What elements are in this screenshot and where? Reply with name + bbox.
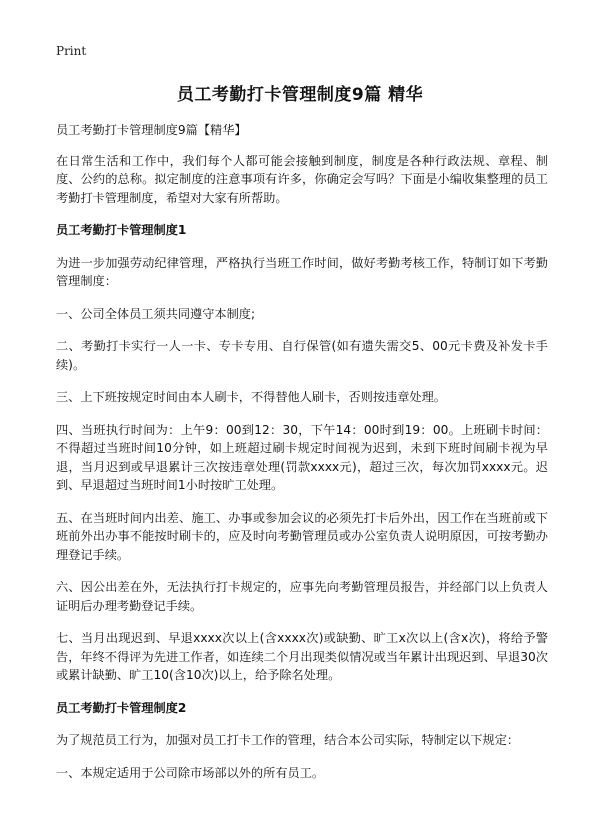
paragraph: 一、本规定适用于公司除市场部以外的所有员工。: [56, 765, 325, 780]
paragraph: 七、当月出现迟到、早退xxxx次以上(含xxxx次)或缺勤、旷工x次以上(含x次)，将给予警告，年终不得评为先进工作者，如连续二个月出现类似情况或当年累计出现迟到、早退30次或累计缺勤、旷工10(含10次)以上，给予除名处理。: [56, 631, 548, 682]
paragraph: 四、当班执行时间为：上午9：00到12：30，下午14：00时到19：00。上班刷卡时间：不得超过当班时间10分钟，如上班超过刷卡规定时间视为迟到，未到下班时间刷卡视为早退，当月迟到或早退累计三次按违章处理(罚款xxxx元)，超过三次，每次加罚xxxx元。迟到、早退超过当班时间1小时按旷工处理。: [56, 422, 548, 492]
document-body: [56, 121, 548, 796]
print-link[interactable]: Print: [56, 44, 87, 58]
section-heading-1: 员工考勤打卡管理制度1: [56, 223, 187, 237]
paragraph: 六、因公出差在外，无法执行打卡规定的，应事先向考勤管理员报告，并经部门以上负责人证明后办理考勤登记手续。: [56, 580, 548, 613]
paragraph: 一、公司全体员工须共同遵守本制度;: [56, 306, 256, 321]
intro-paragraph: 在日常生活和工作中，我们每个人都可能会接触到制度，制度是各种行政法规、章程、制度、公约的总称。拟定制度的注意事项有许多，你确定会写吗？下面是小编收集整理的员工考勤打卡管理制度，希望对大家有所帮助。: [56, 153, 548, 205]
document-title: 员工考勤打卡管理制度9篇 精华: [176, 85, 424, 105]
paragraph: 五、在当班时间内出差、施工、办事或参加会议的必须先打卡后外出，因工作在当班前或下班前外出办事不能按时刷卡的，应及时向考勤管理员或办公室负责人说明原因，可按考勤办理登记手续。: [56, 510, 548, 562]
paragraph: 为了规范员工行为，加强对员工打卡工作的管理，结合本公司实际，特制定以下规定：: [56, 733, 520, 747]
paragraph: 为进一步加强劳动纪律管理，严格执行当班工作时间，做好考勤考核工作，特制订如下考勤管理制度：: [56, 255, 548, 288]
section-heading-2: 员工考勤打卡管理制度2: [56, 700, 187, 715]
paragraph: 三、上下班按规定时间由本人刷卡，不得替他人刷卡，否则按违章处理。: [56, 390, 446, 404]
document-subtitle: 员工考勤打卡管理制度9篇【精华】: [56, 123, 247, 137]
paragraph: 二、考勤打卡实行一人一卡、专卡专用、自行保管(如有遗失需交5、00元卡费及补发卡手续)。: [56, 339, 548, 372]
